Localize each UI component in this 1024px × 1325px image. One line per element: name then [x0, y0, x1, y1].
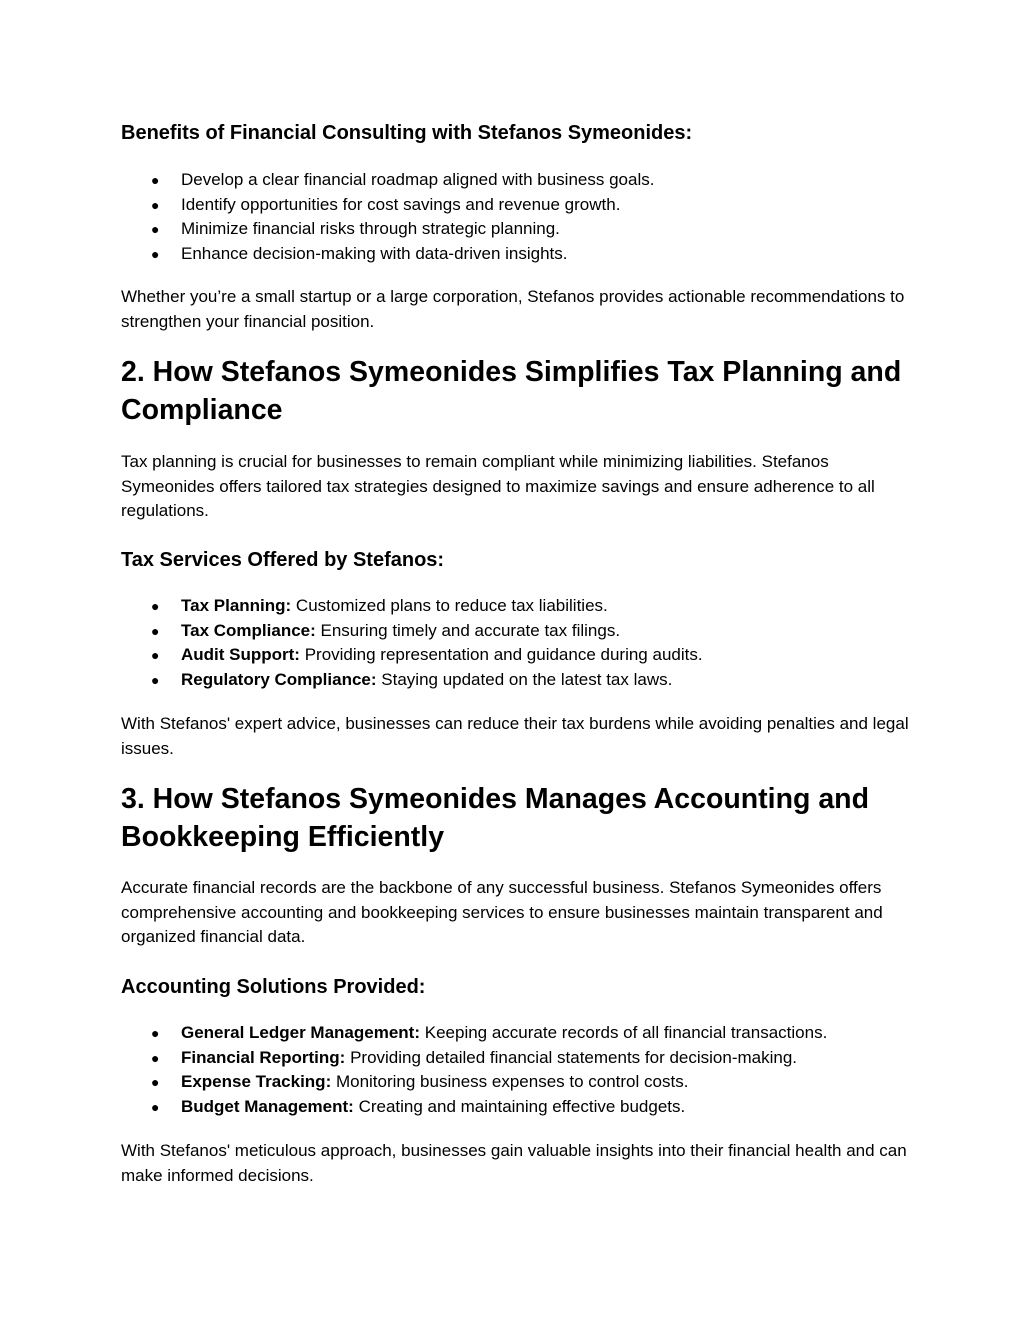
benefits-list	[121, 168, 911, 266]
item-term: Tax Compliance:	[181, 620, 316, 640]
tax-services-heading: Tax Services Offered by Stefanos:	[121, 549, 445, 571]
accounting-solutions-list	[121, 1021, 911, 1119]
list-item: ● Minimize financial risks through strategic planning.	[121, 217, 911, 242]
bullet-icon: ●	[151, 1098, 160, 1115]
bullet-icon: ●	[151, 1074, 160, 1090]
item-desc: Staying updated on the latest tax laws.	[376, 669, 673, 689]
item-desc: Providing detailed financial statements for decision-making.	[345, 1047, 798, 1067]
item-term: Financial Reporting:	[181, 1047, 346, 1067]
bullet-icon: ●	[151, 172, 160, 188]
accounting-closing-paragraph: With Stefanos' meticulous approach, businesses gain valuable insights into their financial health and can make informed decisions.	[121, 1141, 907, 1185]
list-item	[121, 619, 911, 644]
list-item: ● Identify opportunities for cost savings and revenue growth.	[121, 193, 911, 218]
item-desc: Keeping accurate records of all financial transactions.	[420, 1023, 828, 1042]
list-item	[121, 668, 911, 693]
accounting-section-heading: 3. How Stefanos Symeonides Manages Accounting and Bookkeeping Efficiently	[121, 783, 869, 853]
bullet-icon: ●	[151, 622, 160, 639]
item-term: Regulatory Compliance:	[181, 669, 377, 689]
bullet-icon: ●	[151, 1049, 160, 1066]
benefits-heading: Benefits of Financial Consulting with Stefanos Symeonides:	[121, 122, 693, 144]
bullet-icon: ●	[151, 196, 160, 213]
bullet-icon: ●	[151, 647, 160, 663]
benefits-paragraph: Whether you’re a small startup or a large corporation, Stefanos provides actionable recommendations to strengthen your financial position.	[121, 287, 905, 331]
bullet-icon: ●	[151, 245, 160, 262]
bullet-icon: ●	[151, 221, 160, 237]
bullet-icon: ●	[151, 671, 160, 688]
accounting-solutions-heading: Accounting Solutions Provided:	[121, 976, 426, 998]
item-desc: Ensuring timely and accurate tax filings.	[315, 620, 621, 640]
item-term: Audit Support:	[181, 645, 300, 664]
item-desc: Monitoring business expenses to control costs.	[331, 1072, 689, 1091]
tax-services-list	[121, 594, 911, 692]
list-item	[121, 1046, 911, 1071]
item-desc: Customized plans to reduce tax liabilities.	[291, 596, 608, 615]
list-item: ● Develop a clear financial roadmap aligned with business goals.	[121, 168, 911, 193]
item-term: Tax Planning:	[181, 596, 292, 615]
list-item	[121, 594, 911, 619]
accounting-intro-paragraph: Accurate financial records are the backbone of any successful business. Stefanos Symeonides offers comprehensive accounting and bookkeeping services to ensure businesses maintain transparent and organized financial data.	[121, 878, 883, 946]
item-desc: Creating and maintaining effective budgets.	[353, 1096, 686, 1116]
list-item	[121, 1095, 911, 1120]
item-term: Budget Management:	[181, 1096, 354, 1116]
bullet-icon: ●	[151, 1025, 160, 1041]
tax-section-heading: 2. How Stefanos Symeonides Simplifies Tax Planning and Compliance	[121, 356, 902, 426]
list-item	[121, 1070, 911, 1095]
bullet-icon: ●	[151, 598, 160, 614]
list-item	[121, 643, 911, 668]
tax-intro-paragraph: Tax planning is crucial for businesses to remain compliant while minimizing liabilities. Stefanos Symeonides offers tailored tax strategies designed to maximize savings and ensure adherence to all regulations.	[121, 452, 875, 520]
list-item	[121, 1021, 911, 1046]
item-term: General Ledger Management:	[181, 1023, 421, 1042]
item-term: Expense Tracking:	[181, 1072, 332, 1091]
item-desc: Providing representation and guidance during audits.	[299, 645, 703, 664]
tax-closing-paragraph: With Stefanos' expert advice, businesses can reduce their tax burdens while avoiding penalties and legal issues.	[121, 714, 909, 758]
list-item: ● Enhance decision-making with data-driven insights.	[121, 242, 911, 267]
